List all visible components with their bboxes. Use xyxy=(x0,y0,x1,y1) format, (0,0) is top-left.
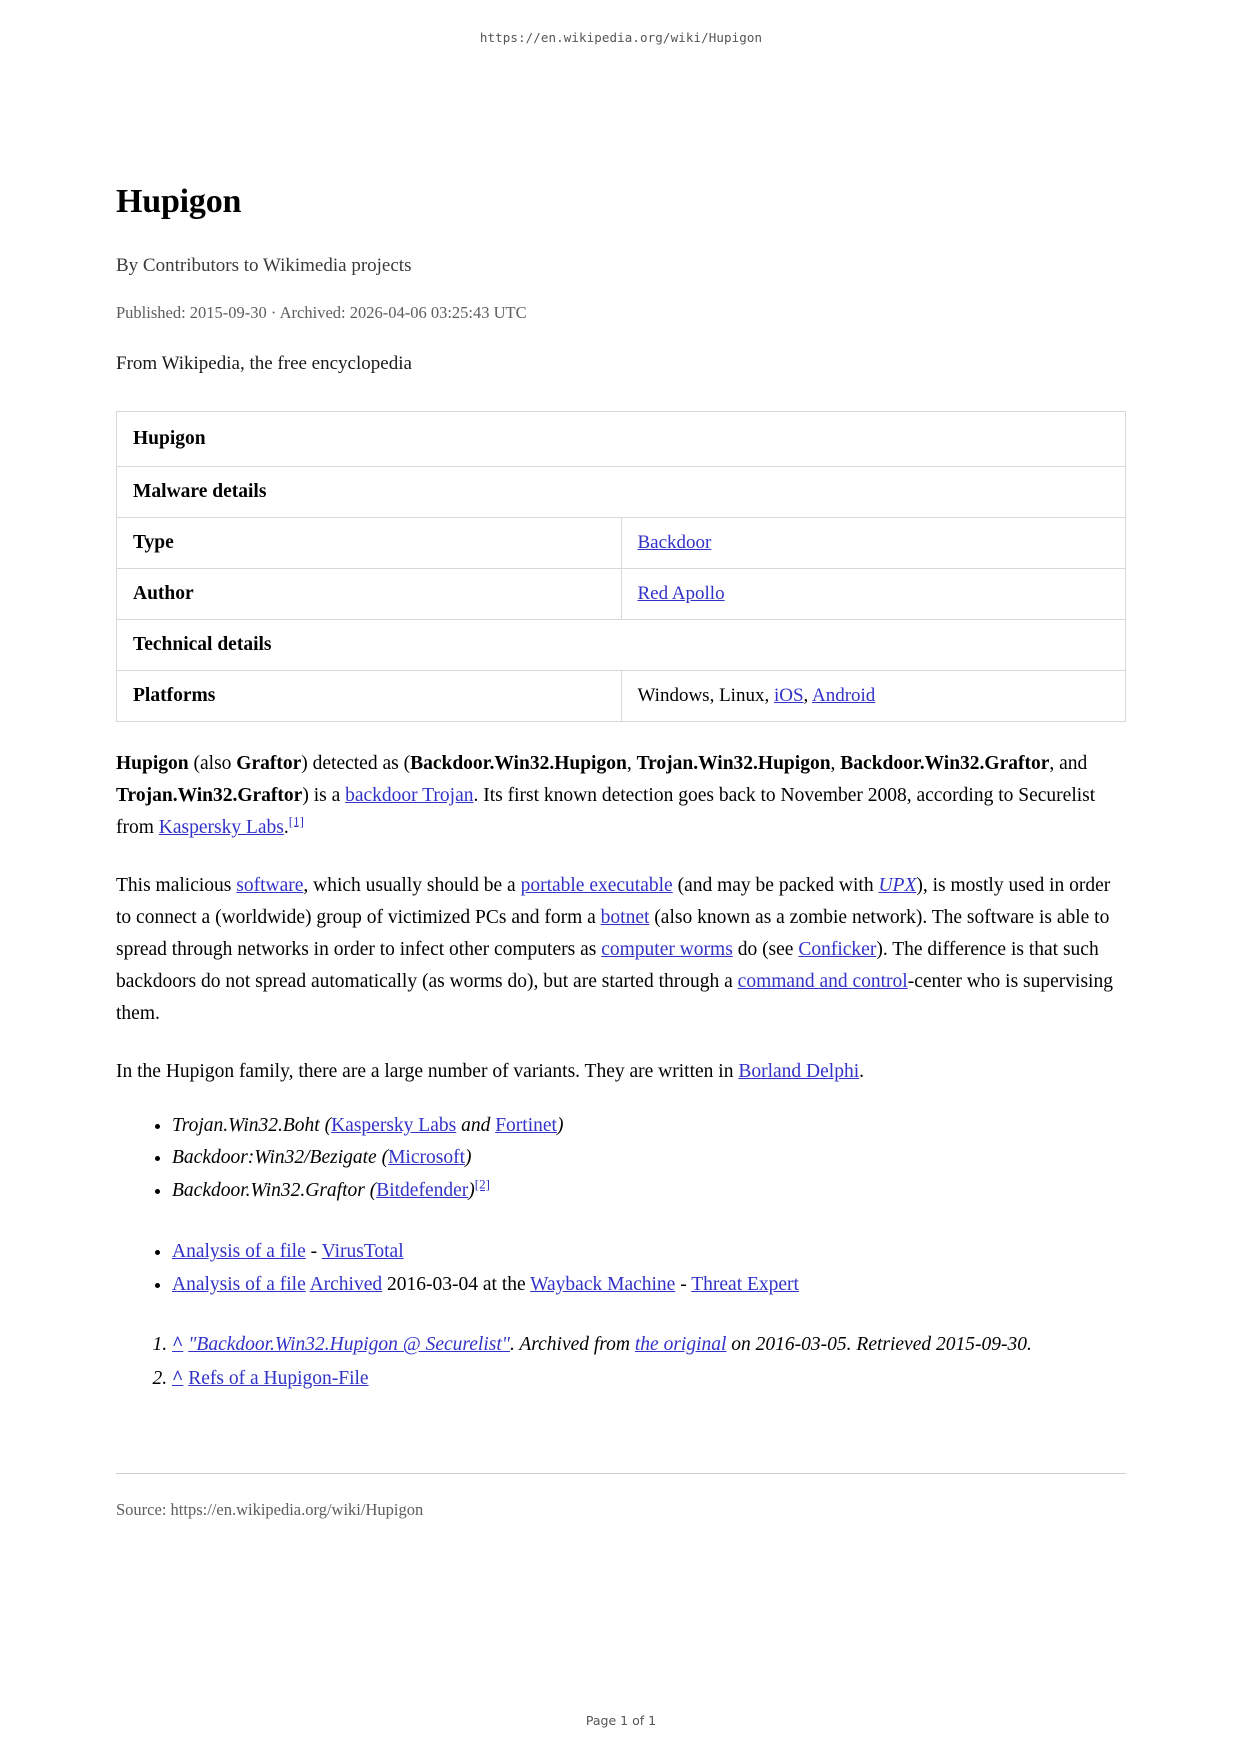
link-backdoor-trojan[interactable]: backdoor Trojan xyxy=(345,784,474,806)
p2-text-8: -center who is supervising them. xyxy=(116,970,1113,1024)
variant-name: Backdoor.Win32.Graftor xyxy=(172,1180,365,1202)
platforms-plain-text: Windows, Linux, xyxy=(637,685,774,706)
infobox-section-row xyxy=(117,620,1126,671)
page-number: Page 1 of 1 xyxy=(585,1713,657,1728)
list-item xyxy=(172,1236,1126,1269)
paragraph-1 xyxy=(116,748,1126,844)
infobox-section-malware-details: Malware details xyxy=(117,467,1126,518)
reference-text-1: . Archived from xyxy=(509,1334,635,1356)
table-row xyxy=(117,569,1126,620)
link-borland-delphi[interactable]: Borland Delphi xyxy=(738,1060,860,1082)
link-botnet[interactable]: botnet xyxy=(600,906,650,928)
p1-bold-backdoor-win32-hupigon: Backdoor.Win32.Hupigon xyxy=(410,753,627,774)
byline: By Contributors to Wikimedia projects xyxy=(116,255,412,276)
list-item xyxy=(172,1175,1126,1208)
page-title: Hupigon xyxy=(116,183,242,220)
p1-text-2: ) detected as ( xyxy=(301,753,411,774)
p1-text-5: , and xyxy=(1049,753,1088,774)
link-analysis-of-a-file-virustotal[interactable]: Analysis of a file xyxy=(172,1240,306,1262)
p1-text-3: , xyxy=(626,753,637,774)
link-virustotal[interactable]: VirusTotal xyxy=(321,1240,404,1262)
reference-link-2[interactable]: [2] xyxy=(474,1176,490,1192)
p2-text-7: ). The difference is that such backdoors do not spread automatically (as worms do), but are started through a xyxy=(116,938,1099,992)
p3-text-2: . xyxy=(859,1060,864,1082)
p1-text-4: , xyxy=(830,753,841,774)
link-bitdefender[interactable]: Bitdefender xyxy=(376,1180,469,1202)
infobox-label-type: Type xyxy=(117,518,622,569)
paragraph-2 xyxy=(116,870,1126,1030)
link-wayback-machine[interactable]: Wayback Machine xyxy=(530,1273,676,1295)
backref-caret-icon[interactable]: ^ xyxy=(172,1368,184,1390)
p1-bold-trojan-win32-hupigon: Trojan.Win32.Hupigon xyxy=(636,753,831,774)
platforms-separator: , xyxy=(803,685,812,706)
p1-bold-trojan-win32-graftor: Trojan.Win32.Graftor xyxy=(116,784,303,806)
link-analysis-of-a-file-threatexpert[interactable]: Analysis of a file xyxy=(172,1273,306,1295)
variant-open-paren: ( xyxy=(364,1180,377,1202)
publication-info: Published: 2015-09-30 · Archived: 2026-04-06 03:25:43 UTC xyxy=(116,303,527,322)
variant-name: Backdoor:Win32/Bezigate xyxy=(172,1147,377,1169)
external-separator: - xyxy=(675,1273,692,1295)
link-computer-worms[interactable]: computer worms xyxy=(601,938,733,960)
infobox-value-type xyxy=(621,518,1126,569)
link-portable-executable[interactable]: portable executable xyxy=(520,874,673,896)
link-fortinet[interactable]: Fortinet xyxy=(495,1114,557,1136)
p1-text-7: . Its first known detection goes back to November 2008, according to Securelist from xyxy=(116,784,1096,838)
source-footer: Source: https://en.wikipedia.org/wiki/Hupigon xyxy=(116,1500,424,1520)
p1-bold-backdoor-win32-graftor: Backdoor.Win32.Graftor xyxy=(840,753,1050,774)
link-threat-expert[interactable]: Threat Expert xyxy=(691,1273,799,1295)
table-row xyxy=(117,518,1126,569)
p2-text-2: , which usually should be a xyxy=(303,874,521,896)
list-item xyxy=(172,1269,1126,1302)
variant-open-paren: ( xyxy=(376,1147,389,1169)
external-links-list xyxy=(116,1236,1126,1302)
reference-marker-2[interactable] xyxy=(475,1177,490,1192)
p1-text-8: . xyxy=(283,816,289,838)
p1-bold-hupigon: Hupigon xyxy=(116,753,189,774)
link-kaspersky-labs[interactable]: Kaspersky Labs xyxy=(158,816,284,838)
link-conficker[interactable]: Conficker xyxy=(798,938,877,960)
p1-text-6: ) is a xyxy=(302,784,346,806)
p2-text-4: ), is mostly used in order to connect a (worldwide) group of victimized PCs and form a xyxy=(116,874,1111,928)
list-item xyxy=(172,1142,1126,1175)
article-content xyxy=(116,45,1126,1520)
reference-link-1[interactable]: [1] xyxy=(288,813,304,829)
link-upx[interactable]: UPX xyxy=(878,874,917,896)
p2-text-1: This malicious xyxy=(116,874,237,896)
infobox-title: Hupigon xyxy=(117,412,1126,467)
link-archived[interactable]: Archived xyxy=(309,1273,383,1295)
infobox-value-author xyxy=(621,569,1126,620)
p3-text-1: In the Hupigon family, there are a large number of variants. They are written in xyxy=(116,1060,739,1082)
variant-close-paren: ) xyxy=(464,1147,472,1169)
table-row xyxy=(117,671,1126,722)
infobox-value-platforms xyxy=(621,671,1126,722)
from-wikipedia-line: From Wikipedia, the free encyclopedia xyxy=(116,353,412,374)
p1-text-1: (also xyxy=(188,753,237,774)
p2-text-6: do (see xyxy=(732,938,799,960)
infobox-label-author: Author xyxy=(117,569,622,620)
p2-text-3: (and may be packed with xyxy=(672,874,879,896)
infobox-section-technical-details: Technical details xyxy=(117,620,1126,671)
p2-text-5: (also known as a zombie network). The software is able to spread through networks in order to infect other computers as xyxy=(116,906,1110,960)
infobox-section-row xyxy=(117,467,1126,518)
link-the-original[interactable]: the original xyxy=(634,1334,727,1356)
link-red-apollo[interactable]: Red Apollo xyxy=(637,583,725,604)
malware-infobox xyxy=(116,411,1126,722)
references-list xyxy=(116,1329,1126,1395)
link-command-and-control[interactable]: command and control xyxy=(737,970,908,992)
source-url-header: https://en.wikipedia.org/wiki/Hupigon xyxy=(479,30,763,45)
link-microsoft[interactable]: Microsoft xyxy=(388,1147,465,1169)
link-refs-of-a-hupigon-file[interactable]: Refs of a Hupigon-File xyxy=(188,1368,369,1390)
paragraph-3 xyxy=(116,1056,1126,1088)
reference-text-2: on 2016-03-05. Retrieved 2015-09-30. xyxy=(726,1334,1032,1356)
p1-bold-graftor: Graftor xyxy=(236,753,302,774)
list-item xyxy=(172,1110,1126,1143)
link-securelist-citation[interactable]: "Backdoor.Win32.Hupigon @ Securelist" xyxy=(188,1334,510,1356)
link-android[interactable]: Android xyxy=(811,685,876,706)
external-separator: - xyxy=(305,1240,322,1262)
link-kaspersky-labs-variant[interactable]: Kaspersky Labs xyxy=(331,1114,457,1136)
variant-open-paren: ( xyxy=(319,1114,332,1136)
infobox-label-platforms: Platforms xyxy=(117,671,622,722)
footer-divider xyxy=(116,1473,1126,1474)
variant-name: Trojan.Win32.Boht xyxy=(172,1114,320,1136)
reference-marker-1[interactable] xyxy=(289,813,304,828)
variant-close-paren: ) xyxy=(468,1180,475,1202)
link-software[interactable]: software xyxy=(236,874,304,896)
external-text: 2016-03-04 at the xyxy=(382,1273,531,1295)
list-item xyxy=(172,1363,1126,1395)
link-backdoor[interactable]: Backdoor xyxy=(637,532,712,553)
infobox-title-row xyxy=(117,412,1126,467)
backref-caret-icon[interactable]: ^ xyxy=(172,1334,184,1356)
link-ios[interactable]: iOS xyxy=(773,685,804,706)
variant-close-paren: ) xyxy=(556,1114,564,1136)
variant-mid-text: and xyxy=(456,1114,496,1136)
variants-list xyxy=(116,1110,1126,1208)
list-item xyxy=(172,1329,1126,1361)
